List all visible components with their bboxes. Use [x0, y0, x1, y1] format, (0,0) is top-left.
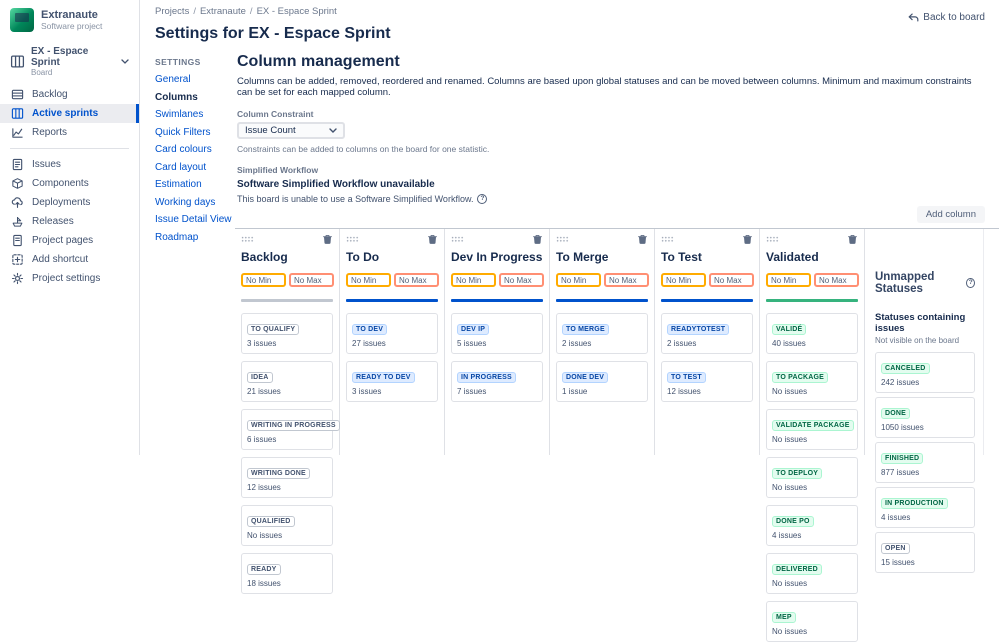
trash-icon[interactable]	[847, 234, 858, 245]
settings-nav-item-roadmap[interactable]: Roadmap	[155, 231, 199, 243]
status-lozenge: VALIDÉ	[772, 324, 806, 335]
reports-icon	[10, 126, 24, 140]
back-to-board-link[interactable]	[908, 12, 985, 23]
status-card[interactable]	[346, 361, 438, 402]
workflow-title: Software Simplified Workflow unavailable	[237, 179, 435, 190]
status-lozenge: IDEA	[247, 372, 273, 383]
constraint-help: Constraints can be added to columns on the board for one statistic.	[237, 144, 490, 154]
status-lozenge: DONE PO	[772, 516, 814, 527]
trash-icon[interactable]	[322, 234, 333, 245]
status-card[interactable]	[241, 457, 333, 498]
chevron-down-icon	[329, 128, 337, 133]
sidebar-item-label: Active sprints	[32, 108, 99, 119]
column-divider	[661, 299, 753, 302]
max-input[interactable]	[499, 273, 544, 287]
status-lozenge: FINISHED	[881, 453, 923, 464]
sidebar-item-issues[interactable]	[0, 155, 139, 174]
status-count: 21 issues	[247, 387, 281, 396]
drag-handle-icon[interactable]	[766, 236, 779, 243]
status-card[interactable]	[451, 313, 543, 354]
page-title: Settings for EX - Espace Sprint	[155, 25, 391, 42]
breadcrumb-separator: /	[249, 6, 253, 17]
settings-nav-item-working-days[interactable]: Working days	[155, 196, 216, 208]
board-icon	[10, 55, 24, 69]
status-count: 3 issues	[247, 339, 277, 348]
status-lozenge: READY TO DEV	[352, 372, 415, 383]
status-count: 7 issues	[457, 387, 487, 396]
status-count: No issues	[772, 627, 808, 636]
max-input[interactable]	[814, 273, 859, 287]
sidebar-item-active-sprints[interactable]	[0, 104, 139, 123]
status-lozenge: DONE	[881, 408, 910, 419]
workflow-text: This board is unable to use a Software Simplified Workflow.	[237, 194, 474, 204]
status-list	[451, 313, 543, 402]
status-card[interactable]	[875, 352, 975, 393]
board-subtitle: Board	[31, 68, 53, 77]
project-name: Extranaute	[41, 9, 98, 21]
sidebar-item-label: Backlog	[32, 89, 68, 100]
min-input[interactable]	[241, 273, 286, 287]
sidebar-item-label: Reports	[32, 127, 68, 138]
status-card[interactable]	[766, 409, 858, 450]
releases-icon	[10, 215, 24, 229]
column-management-section	[235, 43, 999, 228]
status-card[interactable]	[766, 457, 858, 498]
unmapped-status-list	[875, 352, 975, 573]
status-count: 27 issues	[352, 339, 386, 348]
issues-icon	[10, 158, 24, 172]
back-to-board-label: Back to board	[923, 12, 985, 23]
project-logo	[10, 8, 34, 32]
drag-handle-icon[interactable]	[556, 236, 569, 243]
status-count: 2 issues	[562, 339, 592, 348]
active-sprints-icon	[10, 107, 24, 121]
unmapped-subtitle: Statuses containing issues	[875, 312, 966, 334]
status-count: 877 issues	[881, 468, 920, 477]
unmapped-note: Not visible on the board	[875, 336, 960, 345]
status-count: 6 issues	[247, 435, 277, 444]
trash-icon[interactable]	[742, 234, 753, 245]
sidebar-item-label: Project settings	[32, 273, 101, 284]
sidebar-item-deployments[interactable]	[0, 193, 139, 212]
status-card[interactable]	[766, 505, 858, 546]
status-card[interactable]	[241, 553, 333, 594]
column-name[interactable]: Dev In Progress	[451, 250, 543, 264]
column-name[interactable]: To Do	[346, 250, 380, 264]
max-input[interactable]	[604, 273, 649, 287]
status-count: 12 issues	[247, 483, 281, 492]
status-lozenge: DEV IP	[457, 324, 489, 335]
board-columns	[235, 229, 865, 636]
status-count: 12 issues	[667, 387, 701, 396]
status-card[interactable]	[875, 487, 975, 528]
status-count: No issues	[772, 435, 808, 444]
status-lozenge: IN PRODUCTION	[881, 498, 948, 509]
min-input[interactable]	[661, 273, 706, 287]
board-column-to-test	[655, 229, 760, 455]
status-lozenge: MEP	[772, 612, 796, 623]
components-icon	[10, 177, 24, 191]
status-count: 3 issues	[352, 387, 382, 396]
status-count: No issues	[247, 531, 283, 540]
project-header	[0, 8, 139, 42]
status-card[interactable]	[661, 361, 753, 402]
board-column-validated	[760, 229, 865, 636]
status-lozenge: TO PACKAGE	[772, 372, 828, 383]
section-heading: Column management	[237, 53, 400, 70]
status-lozenge: TO QUALIFY	[247, 324, 299, 335]
status-card[interactable]	[451, 361, 543, 402]
status-card[interactable]	[241, 505, 333, 546]
status-count: 4 issues	[772, 531, 802, 540]
board-name: EX - Espace Sprint	[31, 46, 89, 68]
settings-nav-item-card-colours[interactable]: Card colours	[155, 144, 212, 155]
board-column-to-merge	[550, 229, 655, 455]
min-input[interactable]	[451, 273, 496, 287]
breadcrumb-board[interactable]: EX - Espace Sprint	[256, 6, 337, 17]
status-count: No issues	[772, 387, 808, 396]
status-lozenge: DELIVERED	[772, 564, 822, 575]
status-list	[766, 313, 858, 642]
breadcrumb-separator: /	[193, 6, 196, 17]
settings-nav-item-quick-filters[interactable]: Quick Filters	[155, 126, 211, 138]
breadcrumb	[155, 6, 337, 17]
status-card[interactable]	[766, 361, 858, 402]
settings-nav-item-swimlanes[interactable]: Swimlanes	[155, 109, 204, 120]
max-input[interactable]	[709, 273, 754, 287]
sidebar-item-label: Project pages	[32, 235, 94, 246]
status-count: 242 issues	[881, 378, 920, 387]
chevron-down-icon	[121, 59, 129, 64]
status-lozenge: TO DEPLOY	[772, 468, 822, 479]
back-arrow-icon	[908, 13, 919, 22]
sidebar-item-components[interactable]	[0, 174, 139, 193]
status-count: 18 issues	[247, 579, 281, 588]
sidebar-item-label: Releases	[32, 216, 74, 227]
status-lozenge: IN PROGRESS	[457, 372, 516, 383]
status-card[interactable]	[766, 313, 858, 354]
settings-nav-item-general[interactable]: General	[155, 74, 191, 85]
max-input[interactable]	[394, 273, 439, 287]
sidebar-item-label: Components	[32, 178, 89, 189]
sidebar-divider	[10, 148, 129, 149]
status-card[interactable]	[875, 442, 975, 483]
status-lozenge: DONE DEV	[562, 372, 608, 383]
sidebar-item-backlog[interactable]	[0, 85, 139, 104]
status-lozenge: VALIDATE PACKAGE	[772, 420, 854, 431]
status-count: 1050 issues	[881, 423, 924, 432]
column-constraint-select[interactable]	[237, 122, 345, 139]
column-divider	[241, 299, 333, 302]
project-type: Software project	[41, 21, 103, 31]
column-divider	[766, 299, 858, 302]
status-card[interactable]	[556, 361, 648, 402]
status-lozenge: QUALIFIED	[247, 516, 295, 527]
status-card[interactable]	[241, 409, 336, 450]
column-divider	[346, 299, 438, 302]
status-card[interactable]	[875, 532, 975, 573]
status-count: 1 issue	[562, 387, 588, 396]
status-card[interactable]	[766, 553, 858, 594]
trash-icon[interactable]	[532, 234, 543, 245]
settings-nav-item-estimation[interactable]: Estimation	[155, 179, 202, 190]
max-input[interactable]	[289, 273, 334, 287]
status-card[interactable]	[241, 313, 333, 354]
status-lozenge: WRITING IN PROGRESS	[247, 420, 340, 431]
trash-icon[interactable]	[427, 234, 438, 245]
backlog-icon	[10, 88, 24, 102]
status-lozenge: TO DEV	[352, 324, 387, 335]
project-pages-icon	[10, 234, 24, 248]
status-count: 40 issues	[772, 339, 806, 348]
status-lozenge: TO TEST	[667, 372, 706, 383]
breadcrumb-project[interactable]: Extranaute	[199, 6, 246, 17]
sidebar-item-project-settings[interactable]	[0, 269, 139, 288]
add-shortcut-icon	[10, 253, 24, 267]
column-divider	[451, 299, 543, 302]
status-list	[241, 313, 336, 594]
trash-icon[interactable]	[637, 234, 648, 245]
status-card[interactable]	[346, 313, 438, 354]
constraint-label: Column Constraint	[237, 109, 314, 119]
settings-nav-title: SETTINGS	[155, 57, 201, 67]
column-name[interactable]: To Merge	[556, 250, 609, 264]
drag-handle-icon[interactable]	[661, 236, 674, 243]
help-icon[interactable]: ?	[477, 194, 487, 204]
main-area	[140, 0, 999, 636]
constraint-value: Issue Count	[245, 125, 296, 136]
board-column-dev-in-progress	[445, 229, 550, 455]
status-card[interactable]	[661, 313, 753, 354]
status-list	[661, 313, 753, 402]
status-list	[346, 313, 438, 402]
board-selector[interactable]	[0, 42, 139, 85]
min-input[interactable]	[556, 273, 601, 287]
settings-nav-item-card-layout[interactable]: Card layout	[155, 161, 207, 173]
column-divider	[556, 299, 648, 302]
settings-nav-item-columns[interactable]: Columns	[155, 91, 198, 103]
status-count: 15 issues	[881, 558, 915, 567]
status-lozenge: CANCELED	[881, 363, 930, 374]
unmapped-statuses-panel	[865, 229, 984, 567]
add-column-button[interactable]: Add column	[917, 206, 985, 223]
status-card[interactable]	[875, 397, 975, 438]
column-name[interactable]: Validated	[766, 250, 819, 264]
board-column-backlog	[235, 229, 340, 588]
board-column-to-do	[340, 229, 445, 455]
sidebar-item-project-pages[interactable]	[0, 231, 139, 250]
sidebar-item-reports[interactable]	[0, 123, 139, 142]
status-count: 5 issues	[457, 339, 487, 348]
status-count: 4 issues	[881, 513, 911, 522]
drag-handle-icon[interactable]	[451, 236, 464, 243]
project-settings-icon	[10, 272, 24, 286]
workflow-label: Simplified Workflow	[237, 165, 319, 175]
sidebar-item-label: Issues	[32, 159, 61, 170]
status-lozenge: READYTOTEST	[667, 324, 729, 335]
column-name[interactable]: To Test	[661, 250, 702, 264]
project-sidebar	[0, 0, 140, 455]
status-count: No issues	[772, 579, 808, 588]
column-name[interactable]: Backlog	[241, 250, 288, 264]
status-count: 2 issues	[667, 339, 697, 348]
sidebar-item-releases[interactable]	[0, 212, 139, 231]
status-lozenge: READY	[247, 564, 281, 575]
settings-nav-item-issue-detail-view[interactable]: Issue Detail View	[155, 214, 232, 225]
sidebar-item-label: Add shortcut	[32, 254, 89, 265]
sidebar-item-add-shortcut[interactable]	[0, 250, 139, 269]
help-icon[interactable]: ?	[966, 278, 975, 288]
status-card[interactable]	[766, 601, 858, 642]
settings-nav	[140, 43, 235, 455]
drag-handle-icon[interactable]	[241, 236, 254, 243]
breadcrumb-projects[interactable]: Projects	[155, 6, 190, 17]
min-input[interactable]	[346, 273, 391, 287]
status-card[interactable]	[241, 361, 333, 402]
status-lozenge: OPEN	[881, 543, 910, 554]
drag-handle-icon[interactable]	[346, 236, 359, 243]
status-card[interactable]	[556, 313, 648, 354]
unmapped-title: Unmapped Statuses	[875, 271, 935, 295]
min-input[interactable]	[766, 273, 811, 287]
status-lozenge: TO MERGE	[562, 324, 609, 335]
deployments-icon	[10, 196, 24, 210]
section-description: Columns can be added, removed, reordered and renamed. Columns are based upon global statuses and can be moved between columns. Minimum and maximum constraints can be set for each mapped column.	[237, 76, 972, 98]
status-count: No issues	[772, 483, 808, 492]
status-list	[556, 313, 648, 402]
status-lozenge: WRITING DONE	[247, 468, 310, 479]
sidebar-item-label: Deployments	[32, 197, 91, 208]
